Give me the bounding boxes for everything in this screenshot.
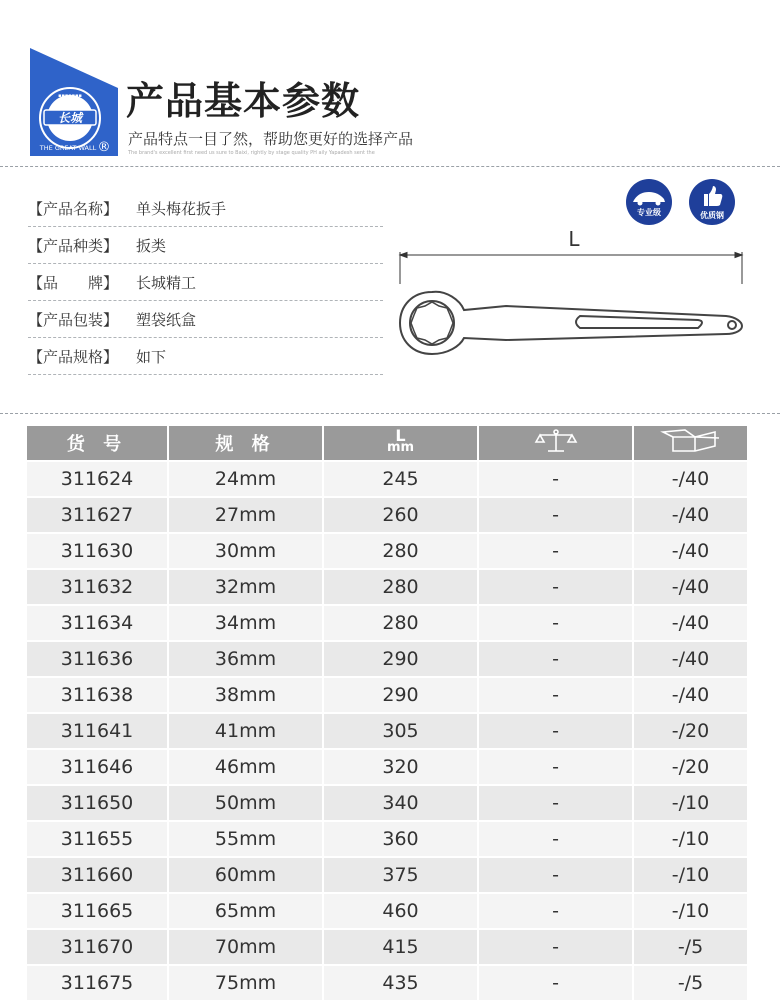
table-row [27, 929, 747, 965]
cell-col5: -/40 [633, 641, 747, 677]
cell-col4: - [478, 569, 633, 605]
cell-spec: 65mm [168, 893, 323, 929]
header-code: 货 号 [27, 426, 168, 461]
cell-spec: 50mm [168, 785, 323, 821]
cell-code: 311660 [27, 857, 168, 893]
box-icon [659, 428, 723, 454]
dimension-line [400, 252, 742, 284]
info-label: 【产品包装】 [28, 310, 119, 329]
cell-col5: -/40 [633, 497, 747, 533]
page-subtitle: 产品特点一目了然，帮助您更好的选择产品 [128, 130, 414, 148]
divider-middle [0, 413, 780, 414]
cell-length: 280 [323, 569, 478, 605]
cell-spec: 70mm [168, 929, 323, 965]
cell-col5: -/40 [633, 569, 747, 605]
cell-col5: -/40 [633, 605, 747, 641]
balance-scale-icon [534, 427, 578, 455]
spec-table [27, 426, 747, 1002]
cell-col4: - [478, 893, 633, 929]
cell-col5: -/40 [633, 533, 747, 569]
info-row-brand [28, 264, 383, 301]
cell-length: 290 [323, 641, 478, 677]
cell-code: 311670 [27, 929, 168, 965]
cell-col4: - [478, 533, 633, 569]
cell-col4: - [478, 641, 633, 677]
table-row [27, 569, 747, 605]
cell-col5: -/40 [633, 461, 747, 497]
cell-col5: -/20 [633, 749, 747, 785]
info-label: 【产品种类】 [28, 236, 119, 255]
info-value: 长城精工 [136, 273, 197, 292]
cell-col5: -/20 [633, 713, 747, 749]
cell-code: 311646 [27, 749, 168, 785]
car-icon [626, 179, 672, 225]
table-row [27, 965, 747, 1001]
cell-length: 290 [323, 677, 478, 713]
cell-col5: -/5 [633, 965, 747, 1001]
info-row-category [28, 227, 383, 264]
cell-length: 460 [323, 893, 478, 929]
cell-length: 360 [323, 821, 478, 857]
cell-spec: 27mm [168, 497, 323, 533]
header-box-col [633, 426, 747, 461]
cell-col4: - [478, 929, 633, 965]
cell-code: 311650 [27, 785, 168, 821]
table-row [27, 749, 747, 785]
quality-badges [625, 178, 737, 226]
cell-length: 375 [323, 857, 478, 893]
table-row [27, 533, 747, 569]
cell-length: 260 [323, 497, 478, 533]
cell-col4: - [478, 749, 633, 785]
table-row [27, 857, 747, 893]
tagline-small-text: The brand's excellent first need us sure to Baixi, rightly by stage quality PH aily Yapadesh sent the [128, 150, 375, 156]
header-length-unit: mm [386, 440, 415, 455]
cell-col4: - [478, 857, 633, 893]
table-row [27, 641, 747, 677]
table-row [27, 605, 747, 641]
info-row-package [28, 301, 383, 338]
cell-length: 280 [323, 605, 478, 641]
cell-col4: - [478, 605, 633, 641]
cell-code: 311665 [27, 893, 168, 929]
svg-text:▪▪▪▪▪▪▪: ▪▪▪▪▪▪▪ [58, 93, 82, 99]
table-row [27, 677, 747, 713]
divider-top [0, 166, 780, 167]
cell-col4: - [478, 713, 633, 749]
info-row-name [28, 190, 383, 227]
badge-label-steel: 优质钢 [700, 211, 724, 220]
cell-spec: 30mm [168, 533, 323, 569]
cell-length: 280 [323, 533, 478, 569]
table-row [27, 497, 747, 533]
cell-code: 311632 [27, 569, 168, 605]
cell-col4: - [478, 677, 633, 713]
cell-col5: -/10 [633, 785, 747, 821]
table-row [27, 461, 747, 497]
registered-mark: ® [97, 140, 111, 155]
cell-col5: -/10 [633, 857, 747, 893]
cell-code: 311634 [27, 605, 168, 641]
cell-col4: - [478, 785, 633, 821]
cell-length: 435 [323, 965, 478, 1001]
header-length [323, 426, 478, 461]
info-value: 扳类 [136, 236, 167, 255]
cell-col5: -/10 [633, 893, 747, 929]
info-value: 塑袋纸盒 [136, 310, 197, 329]
cell-col4: - [478, 965, 633, 1001]
cell-spec: 32mm [168, 569, 323, 605]
cell-spec: 75mm [168, 965, 323, 1001]
info-value: 单头梅花扳手 [136, 199, 227, 218]
cell-spec: 41mm [168, 713, 323, 749]
cell-spec: 55mm [168, 821, 323, 857]
wrench-diagram [396, 222, 748, 364]
cell-code: 311675 [27, 965, 168, 1001]
cell-col5: -/40 [633, 677, 747, 713]
cell-col5: -/5 [633, 929, 747, 965]
wrench-outline [400, 292, 742, 354]
info-row-spec [28, 338, 383, 375]
cell-spec: 24mm [168, 461, 323, 497]
cell-col4: - [478, 821, 633, 857]
info-label: 【产品名称】 [28, 199, 119, 218]
info-label: 【产品规格】 [28, 347, 119, 366]
cell-spec: 38mm [168, 677, 323, 713]
cell-col5: -/10 [633, 821, 747, 857]
cell-code: 311636 [27, 641, 168, 677]
table-row [27, 713, 747, 749]
great-wall-logo [30, 48, 118, 156]
table-header-row [27, 426, 747, 461]
cell-code: 311624 [27, 461, 168, 497]
page-title: 产品基本参数 [126, 79, 361, 123]
cell-code: 311630 [27, 533, 168, 569]
cell-length: 245 [323, 461, 478, 497]
cell-code: 311627 [27, 497, 168, 533]
info-value: 如下 [136, 347, 167, 366]
cell-spec: 34mm [168, 605, 323, 641]
cell-length: 340 [323, 785, 478, 821]
header-length-symbol: L [395, 426, 406, 445]
badge-label-pro: 专业级 [637, 208, 661, 217]
table-row [27, 785, 747, 821]
dimension-label: L [568, 227, 580, 251]
thumbs-up-icon [689, 179, 735, 225]
cell-col4: - [478, 461, 633, 497]
cell-spec: 46mm [168, 749, 323, 785]
cell-code: 311655 [27, 821, 168, 857]
cell-length: 305 [323, 713, 478, 749]
table-row [27, 821, 747, 857]
cell-code: 311638 [27, 677, 168, 713]
table-row [27, 893, 747, 929]
cell-spec: 36mm [168, 641, 323, 677]
header-balance-col [478, 426, 633, 461]
cell-length: 415 [323, 929, 478, 965]
header-spec: 规 格 [168, 426, 323, 461]
cell-code: 311641 [27, 713, 168, 749]
cell-spec: 60mm [168, 857, 323, 893]
cell-length: 320 [323, 749, 478, 785]
logo-english-text: THE GREAT WALL [39, 144, 97, 152]
product-info-list [28, 190, 383, 375]
info-label: 【品 牌】 [28, 273, 119, 292]
cell-col4: - [478, 497, 633, 533]
logo-chinese-text: 长城 [57, 111, 83, 125]
